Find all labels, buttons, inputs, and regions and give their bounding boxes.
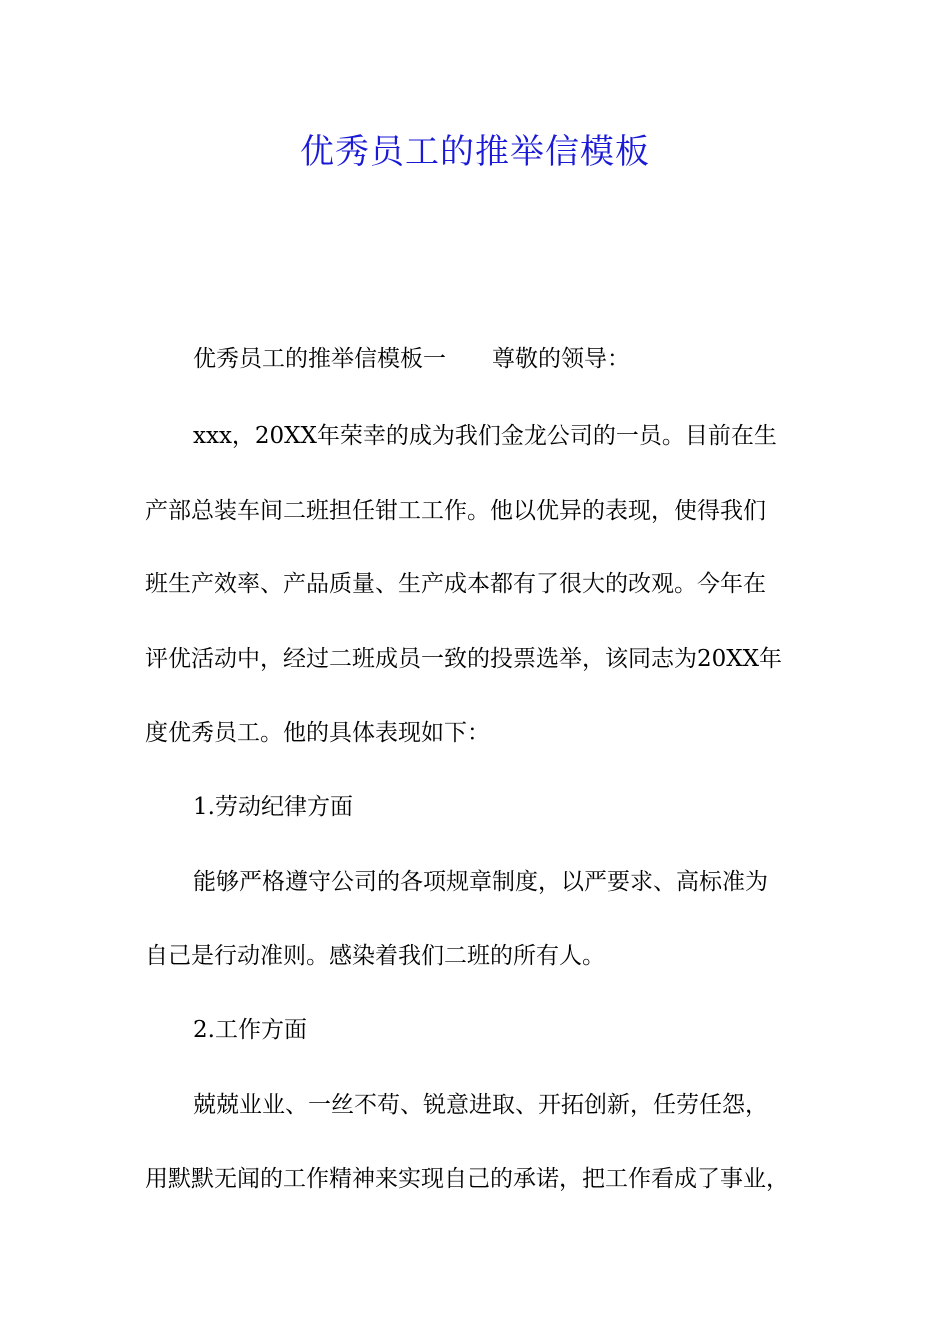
paragraph-line: 度优秀员工。他的具体表现如下： (145, 720, 490, 746)
section-heading: 1.劳动纪律方面 (193, 794, 353, 820)
paragraph-line: 用默默无闻的工作精神来实现自己的承诺，把工作看成了事业， (145, 1166, 789, 1192)
paragraph-line: 评优活动中，经过二班成员一致的投票选举，该同志为20XX年 (145, 646, 783, 672)
greeting-line (193, 341, 815, 377)
paragraph-line: 自己是行动准则。感染着我们二班的所有人。 (145, 943, 605, 969)
paragraph-line: 兢兢业业、一丝不苟、锐意进取、开拓创新，任劳任怨， (193, 1092, 768, 1118)
section-heading: 2.工作方面 (193, 1017, 307, 1043)
paragraph-line: 能够严格遵守公司的各项规章制度，以严要求、高标准为 (193, 869, 768, 895)
letter-heading: 优秀员工的推举信模板一 (193, 346, 446, 372)
document-title: 优秀员工的推举信模板 (300, 132, 650, 172)
paragraph-line: 产部总装车间二班担任钳工工作。他以优异的表现，使得我们 (145, 498, 766, 524)
salutation: 尊敬的领导： (492, 346, 630, 372)
paragraph-line: xxx，20XX年荣幸的成为我们金龙公司的一员。目前在生 (193, 423, 777, 449)
paragraph-line: 班生产效率、产品质量、生产成本都有了很大的改观。今年在 (145, 571, 766, 597)
